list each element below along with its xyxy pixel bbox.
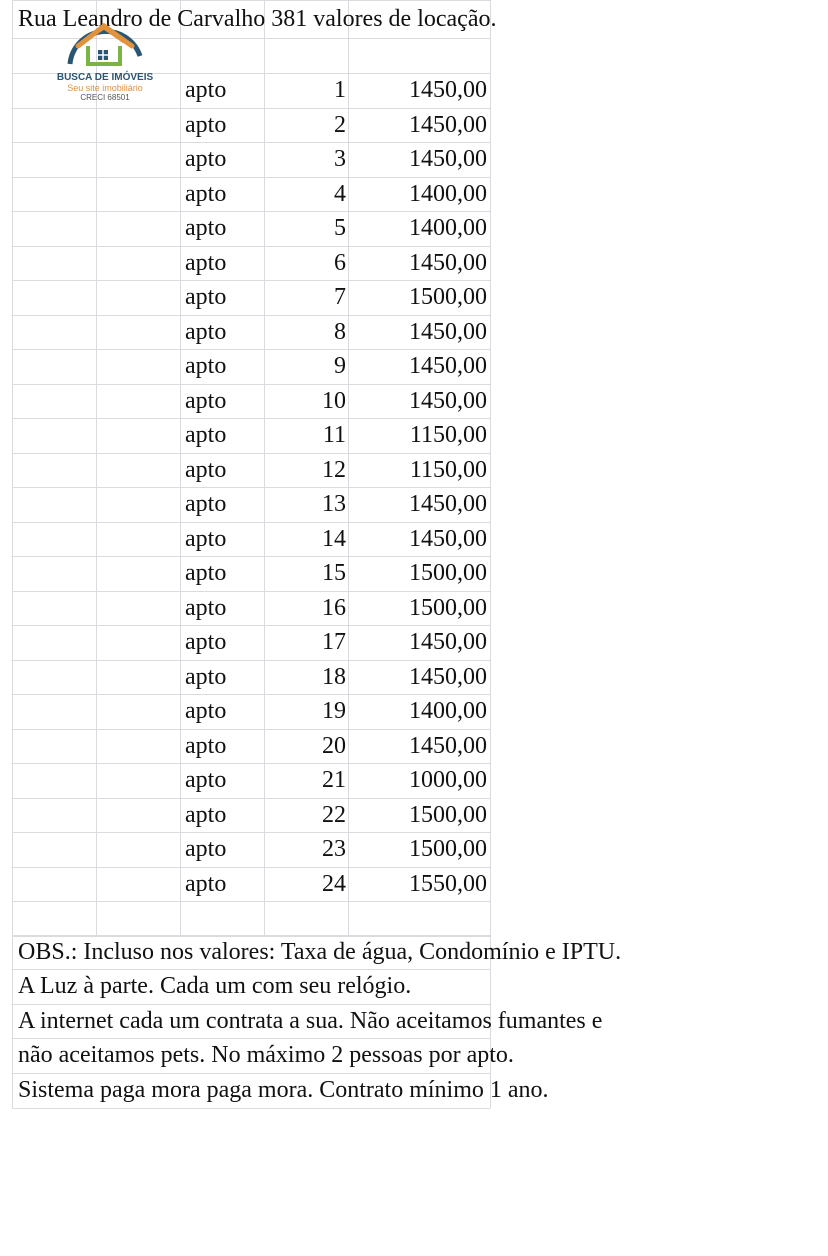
table-row [0,556,828,590]
unit-rent-value: 1450,00 [409,77,487,103]
note-line: Sistema paga mora paga mora. Contrato mínimo 1 ano. [18,1077,549,1103]
unit-number: 3 [334,146,346,172]
unit-rent-value: 1450,00 [409,663,487,690]
unit-number: 11 [322,422,346,448]
unit-type: apto [185,663,227,690]
table-row [0,763,828,797]
table-row [0,522,828,556]
unit-number: 6 [334,249,346,276]
table-row [0,591,828,625]
unit-number: 18 [322,663,346,690]
unit-type: apto [185,732,227,759]
unit-type: apto [185,801,227,828]
note-line: não aceitamos pets. No máximo 2 pessoas por apto. [18,1042,514,1068]
unit-rent-value: 1550,00 [409,870,487,897]
unit-number: 17 [322,629,346,655]
unit-rent-value: 1450,00 [409,629,487,655]
unit-type: apto [185,422,227,448]
unit-type: apto [185,629,227,655]
table-row [0,418,828,452]
table-row [0,832,828,866]
unit-rent-value: 1500,00 [409,594,487,621]
table-row [0,798,828,832]
unit-rent-value: 1000,00 [409,767,487,793]
unit-number: 9 [334,353,346,379]
unit-type: apto [185,870,227,897]
unit-type: apto [185,491,227,517]
unit-number: 16 [322,594,346,621]
unit-rent-value: 1450,00 [409,146,487,172]
unit-rent-value: 1450,00 [409,732,487,759]
table-row [0,453,828,487]
grid-line [12,969,490,970]
unit-type: apto [185,836,227,862]
table-row [0,487,828,521]
note-line: OBS.: Incluso nos valores: Taxa de água, Condomínio e IPTU. [18,939,622,965]
page-title: Rua Leandro de Carvalho 381 valores de locação. [18,6,497,32]
unit-rent-value: 1500,00 [409,836,487,862]
unit-number: 4 [334,180,346,207]
unit-number: 14 [322,525,346,552]
unit-number: 15 [322,560,346,586]
logo-tagline: Seu site imobiliário [67,83,143,93]
note-line: A internet cada um contrata a sua. Não aceitamos fumantes e [18,1008,603,1034]
unit-number: 13 [322,491,346,517]
unit-type: apto [185,456,227,483]
unit-number: 7 [334,284,346,310]
unit-rent-value: 1450,00 [409,318,487,345]
table-row [0,73,828,107]
unit-number: 19 [322,698,346,724]
table-row [0,349,828,383]
unit-type: apto [185,698,227,724]
table-row [0,625,828,659]
unit-rent-value: 1400,00 [409,215,487,241]
note-line: A Luz à parte. Cada um com seu relógio. [18,973,412,999]
unit-number: 8 [334,318,346,345]
unit-number: 24 [322,870,346,897]
unit-type: apto [185,77,227,103]
unit-number: 5 [334,215,346,241]
grid-line [12,1073,490,1074]
unit-rent-value: 1500,00 [409,801,487,828]
grid-line [12,901,490,902]
unit-number: 20 [322,732,346,759]
table-row [0,246,828,280]
unit-rent-value: 1450,00 [409,525,487,552]
table-row [0,729,828,763]
unit-rent-value: 1400,00 [409,698,487,724]
unit-type: apto [185,146,227,172]
unit-rent-value: 1450,00 [409,111,487,138]
unit-type: apto [185,525,227,552]
unit-rent-value: 1150,00 [409,422,487,448]
unit-type: apto [185,215,227,241]
unit-rent-value: 1450,00 [409,249,487,276]
unit-number: 22 [322,801,346,828]
house-logo-icon [40,16,170,72]
unit-type: apto [185,284,227,310]
grid-line [12,935,490,936]
unit-type: apto [185,767,227,793]
table-row [0,108,828,142]
table-row [0,142,828,176]
table-row [0,280,828,314]
unit-number: 10 [322,387,346,414]
grid-line [12,0,490,1]
grid-line [12,1108,490,1109]
table-row [0,867,828,901]
unit-type: apto [185,560,227,586]
table-row [0,211,828,245]
grid-line [12,1038,490,1039]
unit-type: apto [185,180,227,207]
unit-type: apto [185,594,227,621]
unit-rent-value: 1150,00 [409,456,487,483]
unit-type: apto [185,249,227,276]
unit-number: 12 [322,456,346,483]
unit-rent-value: 1500,00 [409,560,487,586]
logo-name: BUSCA DE IMÓVEIS [56,72,154,83]
table-row [0,177,828,211]
table-row [0,315,828,349]
unit-rent-value: 1450,00 [409,491,487,517]
unit-rent-value: 1400,00 [409,180,487,207]
table-row [0,660,828,694]
table-row [0,694,828,728]
unit-number: 21 [322,767,346,793]
logo-creci: CRECI 68501 [80,93,130,102]
table-row [0,384,828,418]
unit-number: 2 [334,111,346,138]
grid-line [12,1004,490,1005]
unit-type: apto [185,318,227,345]
unit-type: apto [185,111,227,138]
unit-rent-value: 1500,00 [409,284,487,310]
unit-type: apto [185,387,227,414]
unit-number: 23 [322,836,346,862]
unit-rent-value: 1450,00 [409,387,487,414]
unit-rent-value: 1450,00 [409,353,487,379]
unit-number: 1 [334,77,346,103]
unit-type: apto [185,353,227,379]
